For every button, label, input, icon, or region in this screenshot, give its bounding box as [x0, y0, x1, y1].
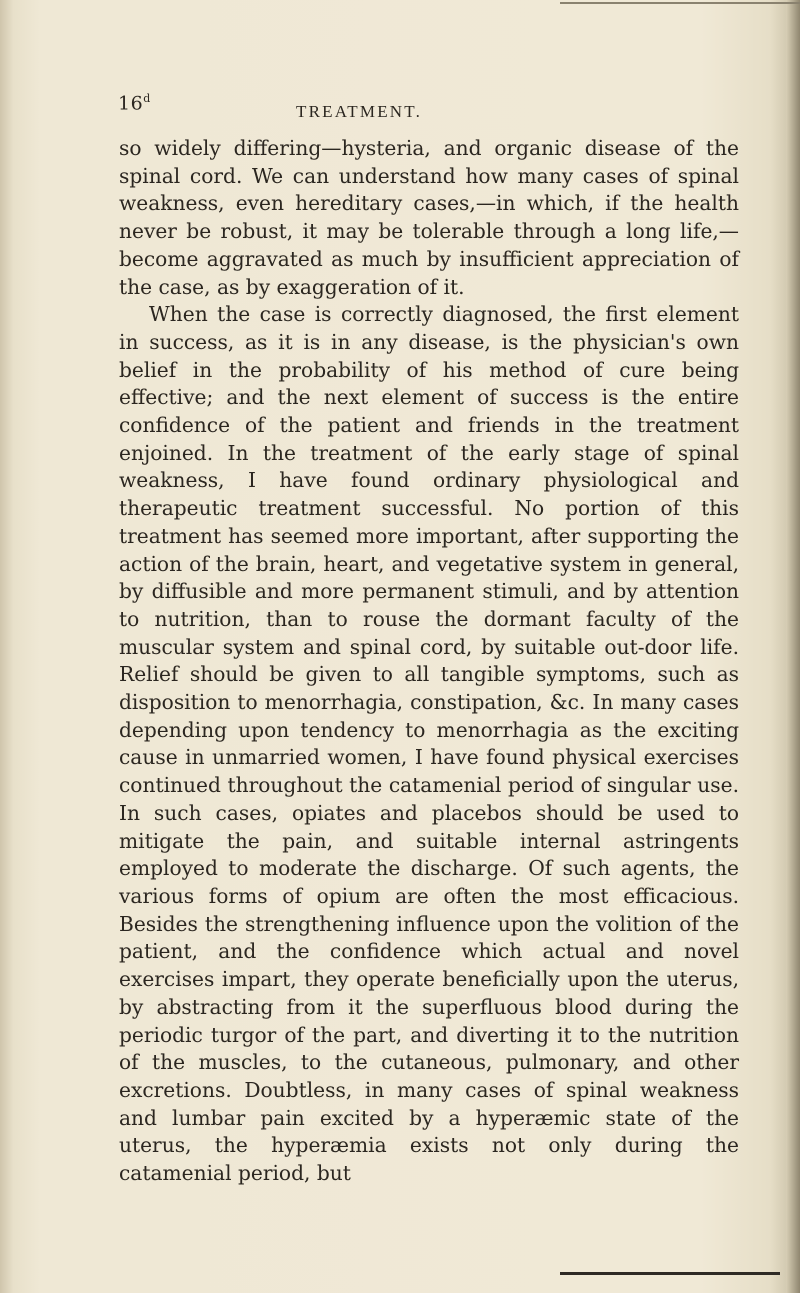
bottom-rule	[560, 1272, 780, 1275]
paragraph-1: so widely differing—hysteria, and organic disease of the spinal cord. We can understand how many cases of spinal weakness, even hereditary cases,—in which, if the health never be robust, it may be tolerable through a long life,—become aggravated as much by insufficient appreciation of the case, as by exaggeration of it.	[119, 136, 739, 299]
page-number-suffix: d	[143, 92, 151, 105]
paragraph-2: When the case is correctly diagnosed, the first element in success, as it is in any disease, is the physician's own belief in the probability of his method of cure being effective; and the next element of success is the entire confidence of the patient and friends in the treatment enjoined. In the treatment of the early stage of spinal weakness, I have found ordinary physiological and therapeutic treatment successful. No portion of this treatment has seemed more important, after supporting the action of the brain, heart, and vegetative system in general, by diffusible and more permanent stimuli, and by attention to nutrition, than to rouse the dormant faculty of the muscular system and spinal cord, by suitable out-door life. Relief should be given to all tangible symptoms, such as disposition to menorrhagia, constipation, &c. In many cases depending upon tendency to menorrhagia as the exciting cause in unmarried women, I have found physical exercises continued throughout the catamenial period of singular use. In such cases, opiates and placebos should be used to mitigate the pain, and suitable internal astringents employed to moderate the discharge. Of such agents, the various forms of opium are often the most efficacious. Besides the strengthening influence upon the volition of the patient, and the confidence which actual and novel exercises impart, they operate beneficially upon the uterus, by abstracting from it the superfluous blood during the periodic turgor of the part, and diverting it to the nutrition of the muscles, to the cutaneous, pulmonary, and other excretions. Doubtless, in many cases of spinal weakness and lumbar pain excited by a hyperæmic state of the uterus, the hyperæmia exists not only during the catamenial period, but	[119, 302, 739, 1186]
page-right-edge	[786, 0, 800, 1293]
page-left-edge	[0, 0, 14, 1293]
page-number: 16$^d$	[118, 92, 151, 115]
page-header	[118, 92, 738, 128]
running-head: TREATMENT.	[296, 102, 423, 121]
body-text	[119, 135, 739, 1188]
top-rule	[560, 2, 800, 4]
